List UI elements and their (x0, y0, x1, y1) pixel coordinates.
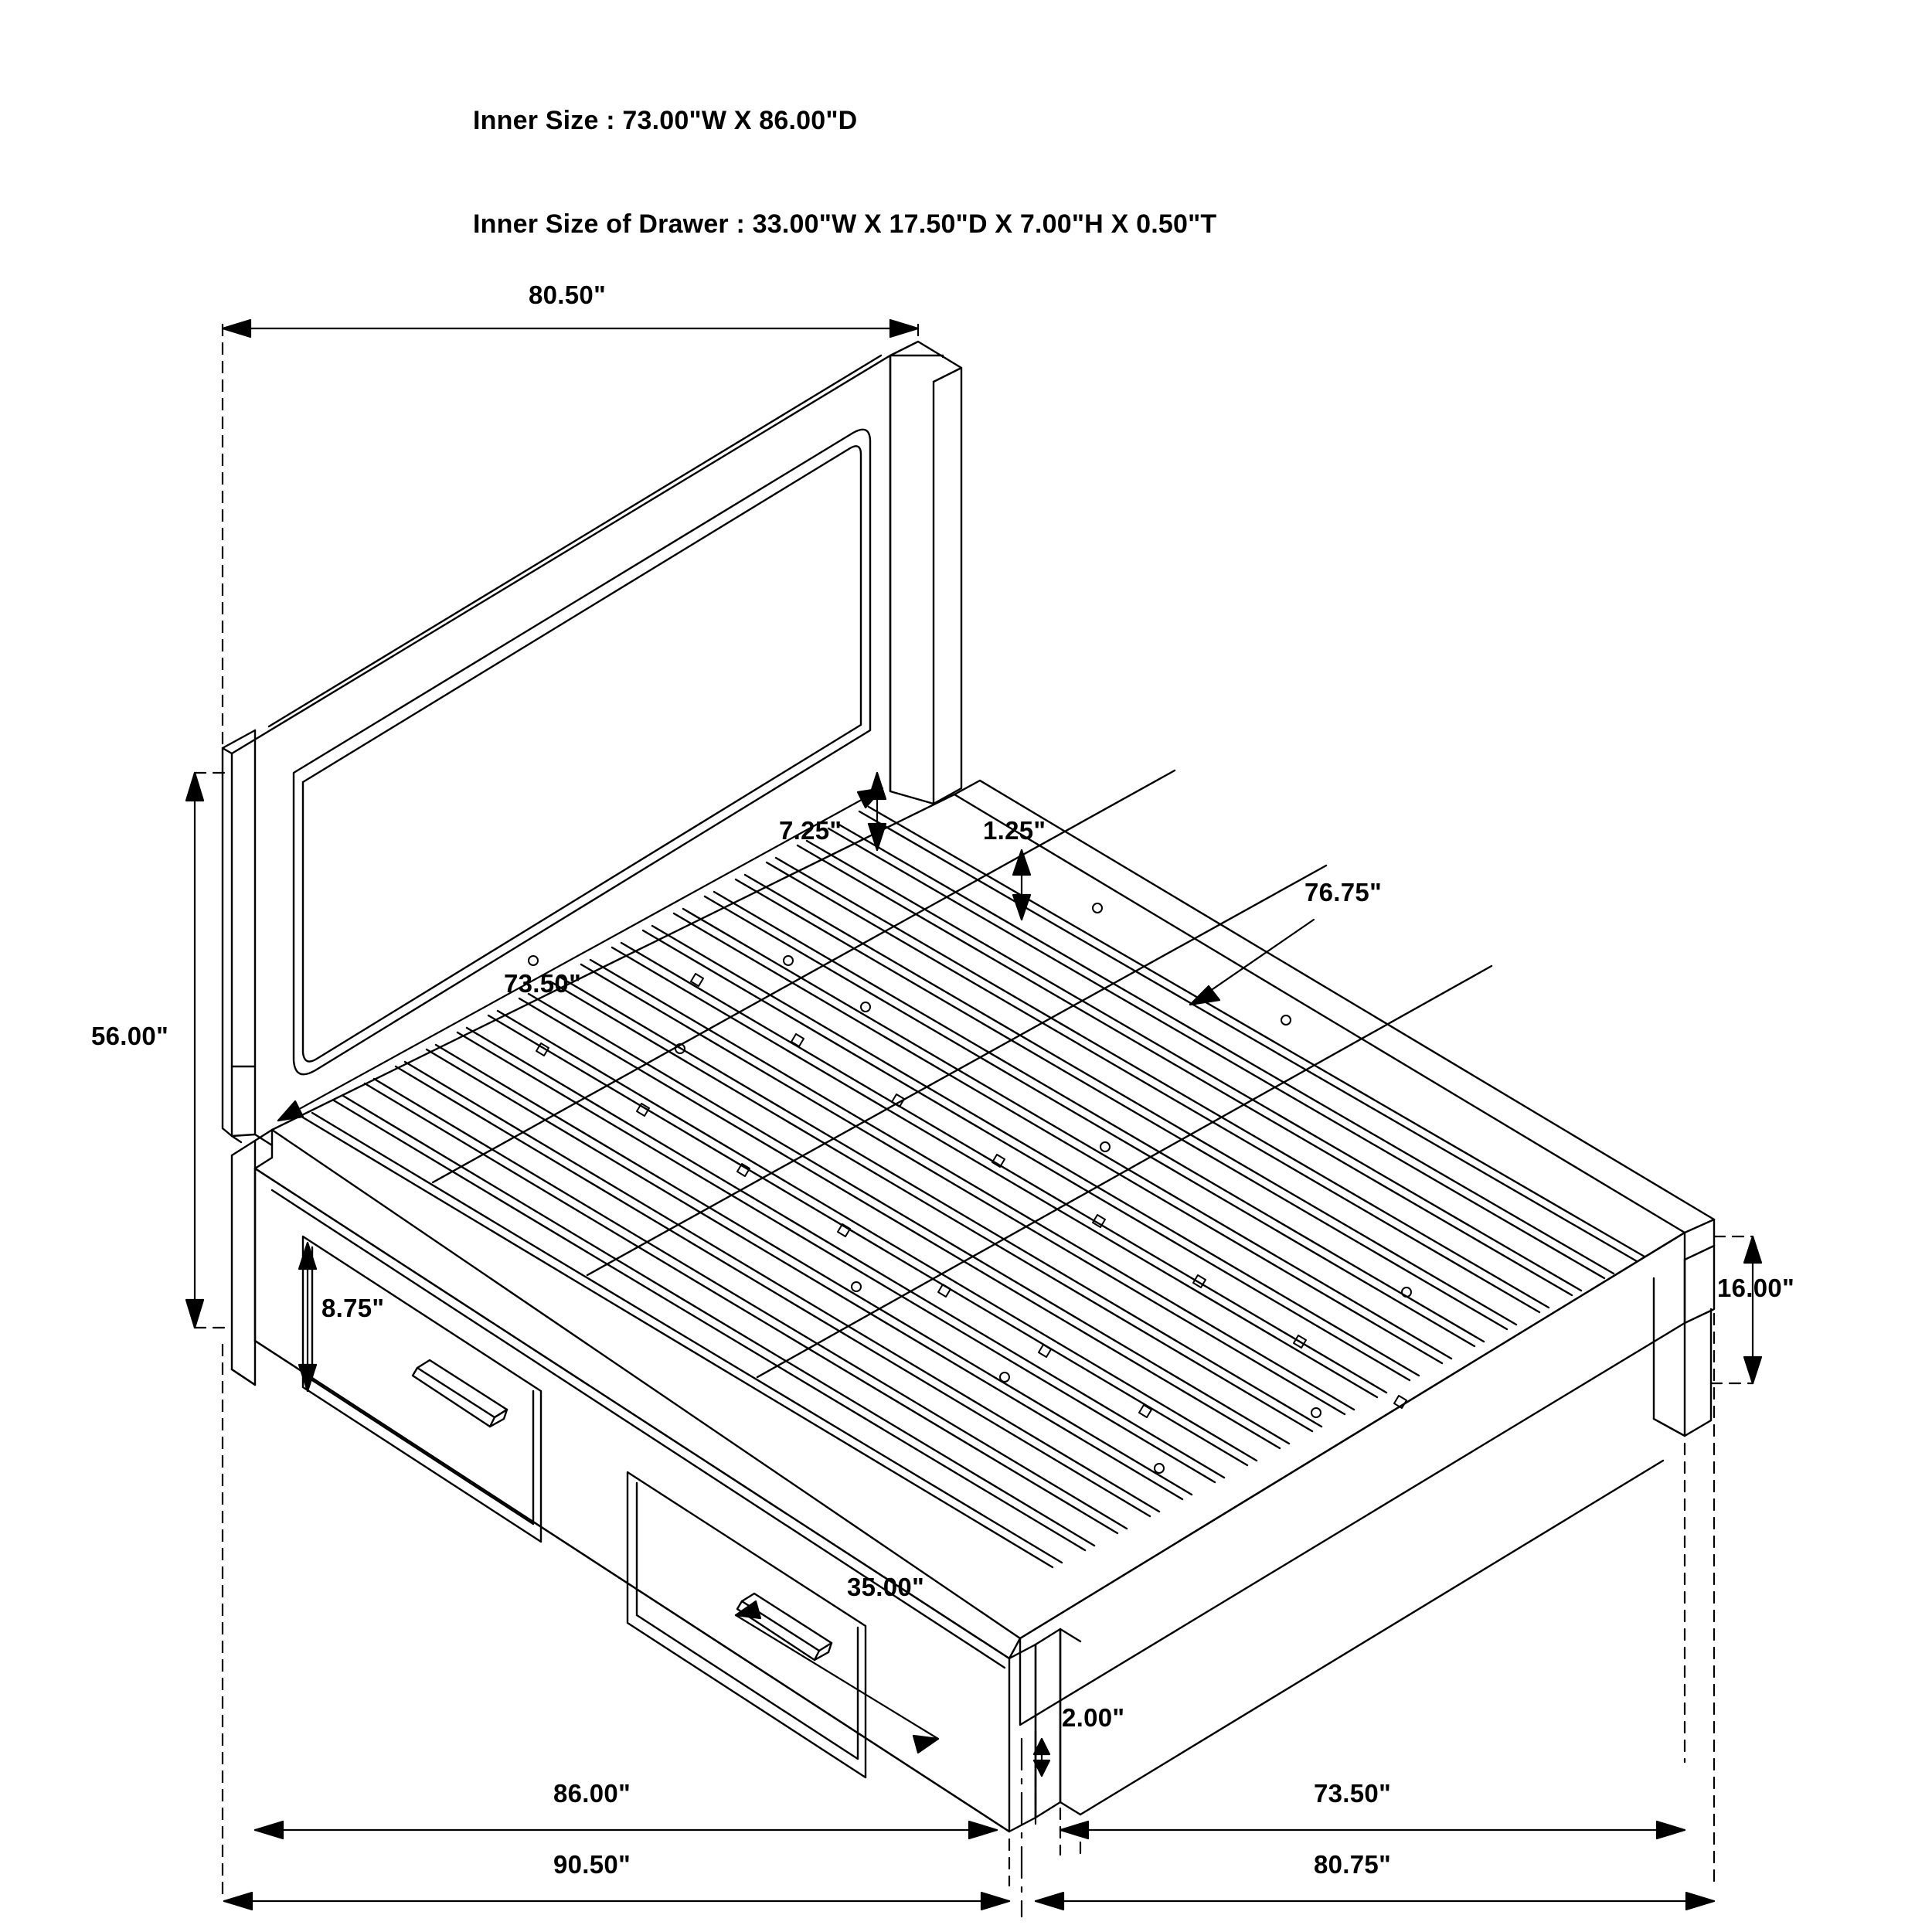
dim-label-overall-height: 56.00" (91, 1022, 169, 1050)
inner-size-line: Inner Size : 73.00"W X 86.00"D (473, 105, 858, 135)
dim-label-floor-clearance: 2.00" (1062, 1703, 1125, 1732)
dim-73-50-bottom (1060, 1821, 1685, 1838)
inner-size-drawer-line: Inner Size of Drawer : 33.00"W X 17.50"D X 7.00"H X 0.50"T (473, 209, 1217, 240)
dim-76-75 (1190, 920, 1314, 1005)
dim-80-50-top (223, 320, 918, 337)
dim-label-footboard-height: 16.00" (1717, 1274, 1795, 1302)
slat-deck (255, 770, 1714, 1658)
dim-label-drawer-width: 35.00" (847, 1573, 925, 1601)
dim-35-00 (736, 1601, 938, 1753)
dim-label-headboard-width: 80.50" (529, 281, 607, 309)
dim-16-00 (1711, 1236, 1761, 1383)
dim-label-overall-length: 90.50" (553, 1850, 631, 1879)
dim-90-50 (224, 1893, 1009, 1910)
dim-label-overall-width: 80.75" (1314, 1850, 1392, 1879)
dim-8-75 (299, 1243, 316, 1391)
dim-56-00 (186, 773, 232, 1328)
dim-label-side-rail-length: 86.00" (553, 1779, 631, 1808)
dim-label-deck-width: 73.50" (504, 969, 582, 998)
dim-7-25 (869, 773, 886, 850)
dim-label-deck-length: 76.75" (1304, 878, 1383, 906)
dim-label-headboard-panel-gap: 7.25" (779, 816, 842, 845)
dim-label-slat-clearance: 1.25" (983, 816, 1046, 845)
dim-label-drawer-front-height: 8.75" (321, 1294, 385, 1322)
dim-label-foot-width: 73.50" (1314, 1779, 1392, 1808)
dim-86-00 (255, 1821, 997, 1838)
dim-80-75 (1036, 1893, 1714, 1910)
headboard (223, 342, 961, 1145)
